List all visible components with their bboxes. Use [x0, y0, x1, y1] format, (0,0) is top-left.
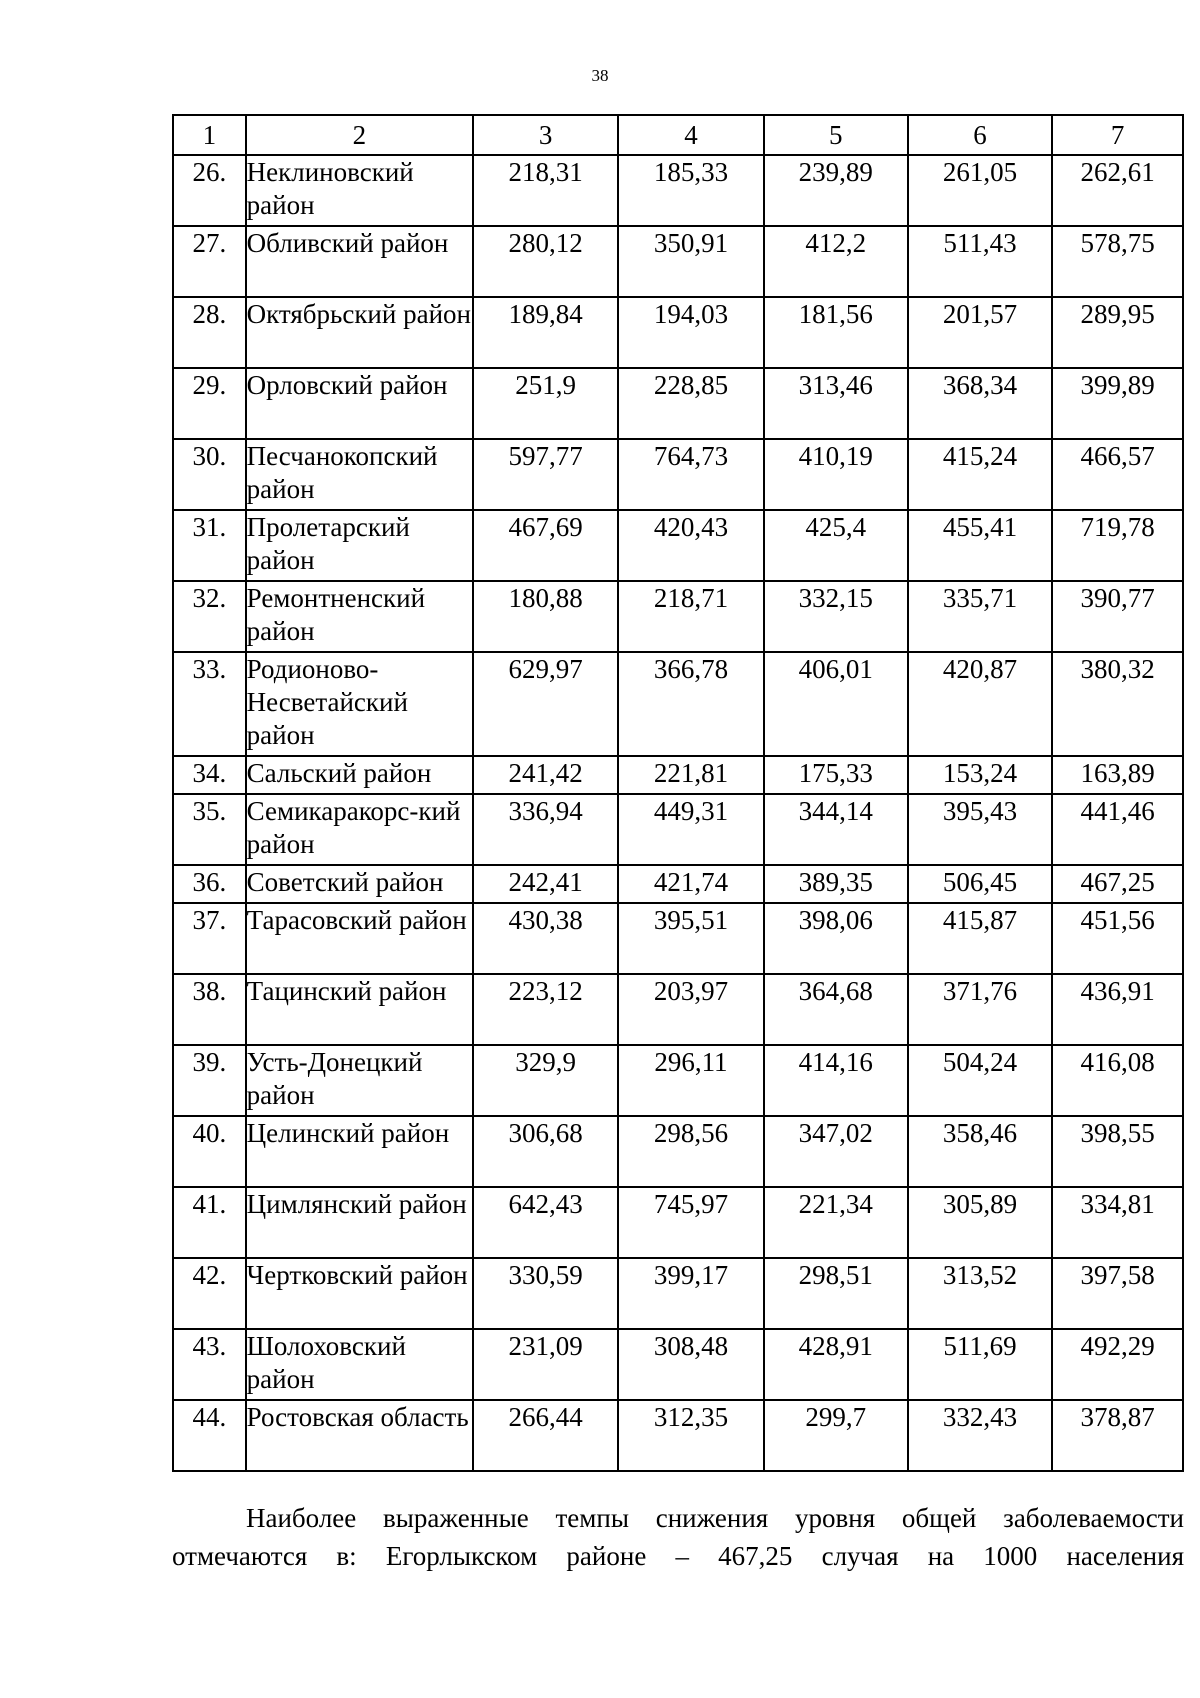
value-cell-col3: 467,69 — [473, 510, 618, 581]
value-cell-col3: 336,94 — [473, 794, 618, 865]
value-cell-col5: 389,35 — [764, 865, 908, 903]
table-header — [173, 115, 1183, 155]
column-header: 6 — [908, 115, 1052, 155]
row-number-cell: 41. — [173, 1187, 246, 1258]
value-cell-col5: 298,51 — [764, 1258, 908, 1329]
value-cell-col4: 745,97 — [618, 1187, 763, 1258]
table-row — [173, 1400, 1183, 1471]
district-name-cell: Ростовская область — [246, 1400, 473, 1471]
value-cell-col4: 366,78 — [618, 652, 763, 756]
district-name-cell: Целинский район — [246, 1116, 473, 1187]
district-name-cell: Тарасовский район — [246, 903, 473, 974]
value-cell-col3: 597,77 — [473, 439, 618, 510]
value-cell-col3: 241,42 — [473, 756, 618, 794]
value-cell-col3: 242,41 — [473, 865, 618, 903]
district-name-cell: Неклиновский район — [246, 155, 473, 226]
value-cell-col5: 410,19 — [764, 439, 908, 510]
value-cell-col4: 312,35 — [618, 1400, 763, 1471]
value-cell-col5: 364,68 — [764, 974, 908, 1045]
table-row — [173, 1329, 1183, 1400]
table-row — [173, 1045, 1183, 1116]
value-cell-col3: 266,44 — [473, 1400, 618, 1471]
value-cell-col6: 368,34 — [908, 368, 1052, 439]
value-cell-col3: 330,59 — [473, 1258, 618, 1329]
value-cell-col7: 466,57 — [1052, 439, 1183, 510]
value-cell-col4: 399,17 — [618, 1258, 763, 1329]
table-row — [173, 1187, 1183, 1258]
value-cell-col5: 181,56 — [764, 297, 908, 368]
column-header: 5 — [764, 115, 908, 155]
header-row — [173, 115, 1183, 155]
row-number-cell: 31. — [173, 510, 246, 581]
table-body — [173, 155, 1183, 1471]
row-number-cell: 35. — [173, 794, 246, 865]
value-cell-col7: 492,29 — [1052, 1329, 1183, 1400]
row-number-cell: 39. — [173, 1045, 246, 1116]
district-name-cell: Обливский район — [246, 226, 473, 297]
value-cell-col5: 425,4 — [764, 510, 908, 581]
column-header: 4 — [618, 115, 763, 155]
value-cell-col7: 398,55 — [1052, 1116, 1183, 1187]
value-cell-col3: 223,12 — [473, 974, 618, 1045]
value-cell-col3: 280,12 — [473, 226, 618, 297]
value-cell-col6: 511,43 — [908, 226, 1052, 297]
row-number-cell: 40. — [173, 1116, 246, 1187]
value-cell-col6: 371,76 — [908, 974, 1052, 1045]
value-cell-col7: 441,46 — [1052, 794, 1183, 865]
value-cell-col6: 504,24 — [908, 1045, 1052, 1116]
value-cell-col3: 306,68 — [473, 1116, 618, 1187]
value-cell-col6: 305,89 — [908, 1187, 1052, 1258]
value-cell-col6: 415,24 — [908, 439, 1052, 510]
table-row — [173, 1116, 1183, 1187]
value-cell-col5: 347,02 — [764, 1116, 908, 1187]
value-cell-col6: 261,05 — [908, 155, 1052, 226]
row-number-cell: 42. — [173, 1258, 246, 1329]
value-cell-col6: 420,87 — [908, 652, 1052, 756]
value-cell-col4: 350,91 — [618, 226, 763, 297]
row-number-cell: 28. — [173, 297, 246, 368]
table-row — [173, 581, 1183, 652]
value-cell-col7: 397,58 — [1052, 1258, 1183, 1329]
value-cell-col5: 299,7 — [764, 1400, 908, 1471]
column-header: 3 — [473, 115, 618, 155]
morbidity-table — [172, 114, 1184, 1472]
district-name-cell: Тацинский район — [246, 974, 473, 1045]
row-number-cell: 26. — [173, 155, 246, 226]
value-cell-col5: 414,16 — [764, 1045, 908, 1116]
value-cell-col6: 201,57 — [908, 297, 1052, 368]
district-name-cell: Сальский район — [246, 756, 473, 794]
value-cell-col6: 313,52 — [908, 1258, 1052, 1329]
value-cell-col7: 451,56 — [1052, 903, 1183, 974]
value-cell-col4: 298,56 — [618, 1116, 763, 1187]
paragraph-line: Наиболее выраженные темпы снижения уровня общей заболеваемости — [246, 1503, 1184, 1533]
column-header: 2 — [246, 115, 473, 155]
value-cell-col4: 308,48 — [618, 1329, 763, 1400]
value-cell-col4: 228,85 — [618, 368, 763, 439]
value-cell-col7: 380,32 — [1052, 652, 1183, 756]
value-cell-col7: 416,08 — [1052, 1045, 1183, 1116]
value-cell-col5: 344,14 — [764, 794, 908, 865]
table-row — [173, 903, 1183, 974]
row-number-cell: 27. — [173, 226, 246, 297]
value-cell-col6: 335,71 — [908, 581, 1052, 652]
value-cell-col5: 221,34 — [764, 1187, 908, 1258]
table-row — [173, 226, 1183, 297]
table-row — [173, 297, 1183, 368]
value-cell-col4: 420,43 — [618, 510, 763, 581]
value-cell-col3: 329,9 — [473, 1045, 618, 1116]
value-cell-col3: 642,43 — [473, 1187, 618, 1258]
value-cell-col5: 239,89 — [764, 155, 908, 226]
value-cell-col4: 395,51 — [618, 903, 763, 974]
column-header: 7 — [1052, 115, 1183, 155]
value-cell-col7: 390,77 — [1052, 581, 1183, 652]
value-cell-col7: 289,95 — [1052, 297, 1183, 368]
table-row — [173, 652, 1183, 756]
value-cell-col6: 455,41 — [908, 510, 1052, 581]
row-number-cell: 34. — [173, 756, 246, 794]
value-cell-col6: 395,43 — [908, 794, 1052, 865]
table-row — [173, 155, 1183, 226]
value-cell-col7: 378,87 — [1052, 1400, 1183, 1471]
district-name-cell: Шолоховский район — [246, 1329, 473, 1400]
row-number-cell: 38. — [173, 974, 246, 1045]
row-number-cell: 29. — [173, 368, 246, 439]
district-name-cell: Семикаракорс-кий район — [246, 794, 473, 865]
table-row — [173, 865, 1183, 903]
district-name-cell: Цимлянский район — [246, 1187, 473, 1258]
value-cell-col3: 629,97 — [473, 652, 618, 756]
value-cell-col6: 506,45 — [908, 865, 1052, 903]
value-cell-col7: 578,75 — [1052, 226, 1183, 297]
table-row — [173, 368, 1183, 439]
district-name-cell: Советский район — [246, 865, 473, 903]
row-number-cell: 37. — [173, 903, 246, 974]
value-cell-col7: 163,89 — [1052, 756, 1183, 794]
value-cell-col5: 412,2 — [764, 226, 908, 297]
row-number-cell: 43. — [173, 1329, 246, 1400]
district-name-cell: Родионово-Несветайский район — [246, 652, 473, 756]
table-row — [173, 510, 1183, 581]
value-cell-col4: 449,31 — [618, 794, 763, 865]
value-cell-col5: 175,33 — [764, 756, 908, 794]
row-number-cell: 36. — [173, 865, 246, 903]
district-name-cell: Ремонтненский район — [246, 581, 473, 652]
value-cell-col7: 262,61 — [1052, 155, 1183, 226]
value-cell-col3: 430,38 — [473, 903, 618, 974]
value-cell-col6: 332,43 — [908, 1400, 1052, 1471]
table-row — [173, 756, 1183, 794]
row-number-cell: 44. — [173, 1400, 246, 1471]
value-cell-col4: 185,33 — [618, 155, 763, 226]
value-cell-col3: 189,84 — [473, 297, 618, 368]
district-name-cell: Усть-Донецкий район — [246, 1045, 473, 1116]
district-name-cell: Чертковский район — [246, 1258, 473, 1329]
row-number-cell: 32. — [173, 581, 246, 652]
district-name-cell: Пролетарский район — [246, 510, 473, 581]
value-cell-col4: 296,11 — [618, 1045, 763, 1116]
value-cell-col6: 415,87 — [908, 903, 1052, 974]
value-cell-col5: 406,01 — [764, 652, 908, 756]
value-cell-col7: 399,89 — [1052, 368, 1183, 439]
value-cell-col7: 436,91 — [1052, 974, 1183, 1045]
value-cell-col4: 764,73 — [618, 439, 763, 510]
table-row — [173, 974, 1183, 1045]
table-row — [173, 1258, 1183, 1329]
value-cell-col5: 313,46 — [764, 368, 908, 439]
row-number-cell: 33. — [173, 652, 246, 756]
value-cell-col4: 218,71 — [618, 581, 763, 652]
row-number-cell: 30. — [173, 439, 246, 510]
value-cell-col3: 251,9 — [473, 368, 618, 439]
value-cell-col6: 153,24 — [908, 756, 1052, 794]
value-cell-col7: 719,78 — [1052, 510, 1183, 581]
value-cell-col5: 332,15 — [764, 581, 908, 652]
table-row — [173, 794, 1183, 865]
district-name-cell: Песчанокопский район — [246, 439, 473, 510]
value-cell-col7: 467,25 — [1052, 865, 1183, 903]
district-name-cell: Орловский район — [246, 368, 473, 439]
column-header: 1 — [173, 115, 246, 155]
value-cell-col4: 421,74 — [618, 865, 763, 903]
value-cell-col3: 218,31 — [473, 155, 618, 226]
value-cell-col5: 428,91 — [764, 1329, 908, 1400]
value-cell-col7: 334,81 — [1052, 1187, 1183, 1258]
value-cell-col6: 511,69 — [908, 1329, 1052, 1400]
value-cell-col3: 180,88 — [473, 581, 618, 652]
value-cell-col3: 231,09 — [473, 1329, 618, 1400]
district-name-cell: Октябрьский район — [246, 297, 473, 368]
value-cell-col4: 203,97 — [618, 974, 763, 1045]
paragraph-line: отмечаются в: Егорлыкском районе – 467,25 случая на 1000 населения — [172, 1541, 1184, 1571]
page-number: 38 — [591, 66, 609, 85]
value-cell-col4: 194,03 — [618, 297, 763, 368]
table-row — [173, 439, 1183, 510]
value-cell-col4: 221,81 — [618, 756, 763, 794]
body-paragraph — [172, 1499, 1184, 1575]
value-cell-col6: 358,46 — [908, 1116, 1052, 1187]
value-cell-col5: 398,06 — [764, 903, 908, 974]
